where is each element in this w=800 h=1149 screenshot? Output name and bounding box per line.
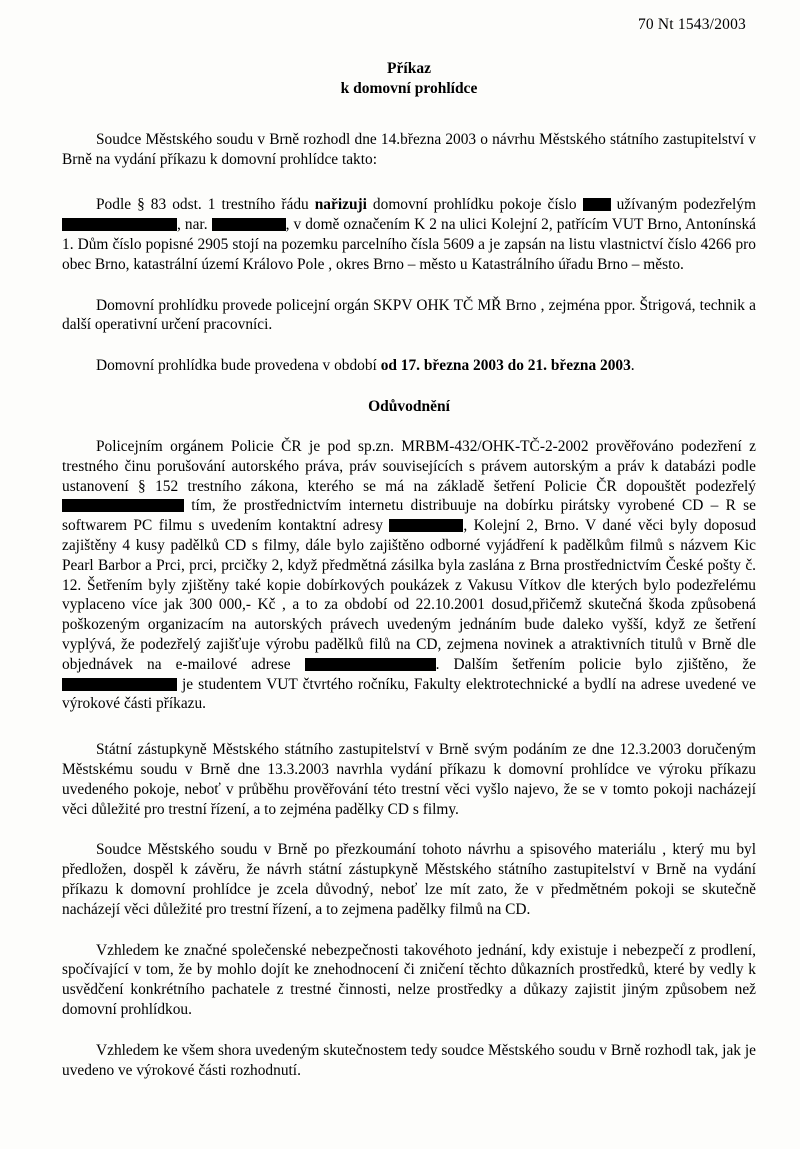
order-text-address: , v domě označením K 2 na ulici Kolejní 2, patřícím VUT Brno, Antonínská 1. Dům číslo popisné 2905 stojí na pozemku parcelního čísla 5609 a je zapsán na listu vlastnictví číslo 4266 pro obec Brno, katastrální území Královo Pole , okres Brno – město u Katastrálního úřadu Brno – město. [62, 216, 756, 273]
reasoning-text-part-3: , Kolejní 2, Brno. V dané věci byly doposud zajištěny 4 kusy padělků CD s filmy, dále bylo zajištěno odborné vyjádření k padělkům filmů s názvem Kic Pearl Barbor a Prci, prci, prcičky 2, když předmětná zásilka byla zaslána z Brna prostřednictvím České pošty č. 12. Šetřením byly zjištěny také kopie dobírkových poukázek z Vakusu Vítkov dle kterých bylo podezřelému vyplaceno více jak 300 000,- Kč , a to za období od 22.10.2001 dosud,přičemž skutečná škoda způsobená poškozeným organizacím na autorských právech uvedeným jednáním bude daleko vyšší, když ze šetření vyplývá, že podezřelý zajišťuje výrobu padělků filů na CD, zejmena novinek a atraktivních titulů v Brně dle objednávek na e-mailové adrese [62, 517, 757, 673]
document-title-line-2: k domovní prohlídce [340, 80, 478, 98]
reasoning-text-part-5: je studentem VUT čtvrtého ročníku, Fakulty elektrotechnické a bydlí na adrese uvedené ve výrokové části příkazu. [62, 675, 756, 713]
redaction-room-number [583, 198, 611, 211]
order-keyword-narizuji: nařizuji [314, 196, 367, 214]
paragraph-prosecutor-motion [62, 740, 756, 819]
redaction-birth-date [212, 218, 286, 231]
prosecutor-motion-text: Státní zástupkyně Městského státního zastupitelství v Brně svým podáním ze dne 12.3.2003 doručeným Městskému soudu v Brně dne 13.3.2003 navrhla vydání příkazu k domovní prohlídce ve výroku příkazu uvedeného pokoje, neboť v průběhu prověřování této trestní věci vyšlo najevo, že se v tomto pokoji nacházejí věci důležité pro trestní řízení, a to zejména padělky CD s filmy. [62, 741, 756, 818]
redaction-suspect-name-3 [62, 678, 177, 691]
redaction-contact-address [389, 519, 463, 532]
document-title-line-1: Příkaz [387, 59, 431, 77]
order-text-room-label: domovní prohlídku pokoje číslo [366, 196, 583, 214]
paragraph-executing-authority [62, 296, 756, 336]
order-text-before-bold: Podle § 83 odst. 1 trestního řádu [96, 196, 315, 214]
order-text-born-label: , nar. [177, 216, 212, 234]
search-period-dates: od 17. března 2003 do 21. března 2003 [380, 357, 631, 375]
judge-review-text: Soudce Městského soudu v Brně po přezkoumání tohoto návrhu a spisového materiálu , který mu byl předložen, dospěl k závěru, že návrh státní zástupkyně Městského státního zastupitelství v Brně na vydání příkazu k domovní prohlídce je zcela důvodný, neboť lze mít zato, že v předmětném pokoji se skutečně nacházejí věci důležité pro trestní řízení, a to zejmena padělky filmů na CD. [62, 841, 756, 918]
search-period-text-after: . [630, 357, 635, 375]
danger-of-delay-text: Vzhledem ke značné společenské nebezpečnosti takovéhoto jednání, kdy existuje i nebezpečí z prodlení, spočívající v tom, že by mohlo dojít ke znehodnocení či zničení těchto důkazních prostředků, které by vedly k usvědčení konkrétního pachatele z trestné činnosti, nelze prostředky a důkazy zajistit jiným způsobem než domovní prohlídkou. [62, 941, 756, 1018]
reasoning-text-part-2: tím, že prostřednictvím internetu distribuuje na dobírku pirátsky vyrobené CD – R se softwarem PC filmu s uvedením kontaktní adresy [62, 497, 756, 535]
paragraph-judge-review [62, 840, 756, 919]
paragraph-introduction-text: Soudce Městského soudu v Brně rozhodl dne 14.března 2003 o návrhu Městského státního zastupitelství v Brně na vydání příkazu k domovní prohlídce takto: [62, 130, 756, 168]
paragraph-introduction [62, 130, 756, 170]
section-heading-oduvodneni: Odůvodnění [368, 397, 450, 415]
paragraph-search-period [62, 356, 756, 376]
paragraph-danger-of-delay [62, 941, 756, 1020]
redaction-suspect-name [62, 218, 177, 231]
redaction-email-address [305, 658, 436, 671]
executing-authority-text: Domovní prohlídku provede policejní orgán SKPV OHK TČ MŘ Brno , zejména ppor. Štrigová, technik a další operativní určení pracovníci. [62, 296, 756, 334]
reasoning-text-part-4: . Dalším šetřením policie bylo zjištěno, že [435, 655, 756, 673]
paragraph-order [62, 195, 756, 274]
redaction-suspect-name-2 [62, 499, 184, 512]
document-title [62, 59, 756, 100]
paragraph-conclusion [62, 1041, 756, 1081]
conclusion-text: Vzhledem ke všem shora uvedeným skutečnostem tedy soudce Městského soudu v Brně rozhodl tak, jak je uvedeno ve výrokové části rozhodnutí. [62, 1041, 756, 1079]
order-text-occupied-by: užívaným podezřelým [610, 196, 756, 214]
search-period-text-before: Domovní prohlídka bude provedena v období [96, 357, 381, 375]
paragraph-reasoning-main [62, 437, 756, 714]
reasoning-text-part-1: Policejním orgánem Policie ČR je pod sp.zn. MRBM-432/OHK-TČ-2-2002 prověřováno podezření z trestného činu porušování autorského práva, práv souvisejících s právem autorským a práv k databázi podle ustanovení § 152 trestního zákona, kterého se má na základě šetření Policie ČR dopouštět podezřelý [62, 437, 756, 495]
case-number: 70 Nt 1543/2003 [637, 16, 746, 33]
